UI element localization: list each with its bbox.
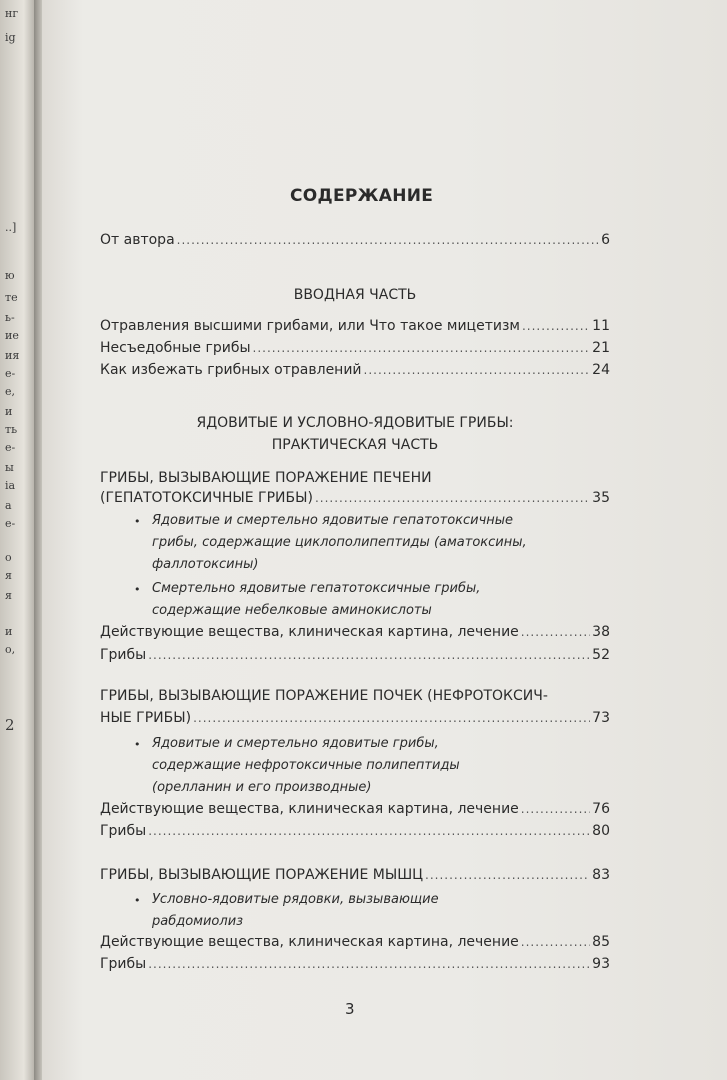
toc-entry-page: 85 bbox=[592, 934, 610, 950]
leader-dots bbox=[193, 711, 590, 725]
left-page-fragment: а bbox=[5, 499, 12, 512]
toc-entry-label: Действующие вещества, клиническая картина, лечение bbox=[100, 801, 519, 817]
left-page-fragment: те bbox=[5, 291, 18, 304]
leader-dots bbox=[425, 868, 590, 882]
toc-entry-label: От автора bbox=[100, 232, 175, 248]
chapter-heading-kidney-line2[interactable] bbox=[100, 710, 610, 732]
leader-dots bbox=[148, 824, 590, 838]
left-page-fragment: ь- bbox=[5, 311, 15, 324]
bullet-icon: • bbox=[134, 583, 141, 596]
toc-entry[interactable] bbox=[100, 823, 610, 845]
left-page-fragment: нг bbox=[5, 7, 19, 20]
left-page-fragment: о, bbox=[5, 643, 16, 656]
leader-dots bbox=[253, 341, 591, 355]
left-page-fragment: ia bbox=[5, 479, 16, 492]
toc-entry[interactable] bbox=[100, 318, 610, 340]
toc-entry[interactable] bbox=[100, 956, 610, 978]
bullet-text: Ядовитые и смертельно ядовитые гепатотоксичные bbox=[152, 513, 514, 528]
toc-entry-page: 93 bbox=[592, 956, 610, 972]
chapter-heading-muscle[interactable] bbox=[100, 867, 610, 889]
toc-entry-author[interactable] bbox=[100, 232, 610, 254]
toc-entry[interactable] bbox=[100, 934, 610, 956]
bullet-icon: • bbox=[134, 738, 141, 751]
toc-entry[interactable] bbox=[100, 647, 610, 669]
section-heading-practical-line1: ЯДОВИТЫЕ И УСЛОВНО-ЯДОВИТЫЕ ГРИБЫ: bbox=[196, 415, 514, 431]
toc-entry-label: НЫЕ ГРИБЫ) bbox=[100, 710, 192, 726]
left-page-fragment: ия bbox=[5, 349, 20, 362]
bullet-icon: • bbox=[134, 894, 141, 907]
toc-entry-label: Действующие вещества, клиническая картина, лечение bbox=[100, 624, 519, 640]
toc-entry-page: 52 bbox=[592, 647, 610, 663]
toc-entry-label: ГРИБЫ, ВЫЗЫВАЮЩИЕ ПОРАЖЕНИЕ МЫШЦ bbox=[100, 867, 424, 883]
book-gutter bbox=[34, 0, 42, 1080]
leader-dots bbox=[148, 648, 590, 662]
left-page-fragment: ть bbox=[5, 423, 18, 436]
left-facing-page bbox=[0, 0, 34, 1080]
left-page-fragment: ие bbox=[5, 329, 19, 342]
contents-page bbox=[42, 0, 727, 1080]
toc-entry[interactable] bbox=[100, 340, 610, 362]
leader-dots bbox=[148, 957, 590, 971]
toc-entry-label: Грибы bbox=[100, 956, 147, 972]
toc-entry-page: 83 bbox=[592, 867, 610, 883]
toc-entry-page: 73 bbox=[592, 710, 610, 726]
chapter-heading-kidney[interactable]: ГРИБЫ, ВЫЗЫВАЮЩИЕ ПОРАЖЕНИЕ ПОЧЕК (НЕФРОТОКСИЧ- bbox=[100, 688, 548, 704]
toc-entry-label: (ГЕПАТОТОКСИЧНЫЕ ГРИБЫ) bbox=[100, 490, 313, 506]
left-page-fragment: ..] bbox=[5, 221, 17, 234]
toc-entry-label: Действующие вещества, клиническая картина, лечение bbox=[100, 934, 519, 950]
left-page-fragment: ы bbox=[5, 461, 14, 474]
chapter-heading-liver-line2[interactable] bbox=[100, 490, 610, 512]
bullet-text: грибы, содержащие циклополипептиды (аматоксины, bbox=[152, 535, 527, 550]
toc-entry-page: 11 bbox=[592, 318, 610, 334]
toc-entry-page: 24 bbox=[592, 362, 610, 378]
toc-entry-label: Отравления высшими грибами, или Что такое мицетизм bbox=[100, 318, 520, 334]
left-page-fragment: ю bbox=[5, 269, 15, 282]
chapter-heading-liver[interactable]: ГРИБЫ, ВЫЗЫВАЮЩИЕ ПОРАЖЕНИЕ ПЕЧЕНИ bbox=[100, 470, 432, 486]
left-page-fragment: и bbox=[5, 405, 13, 418]
toc-entry-page: 76 bbox=[592, 801, 610, 817]
bullet-text: фаллотоксины) bbox=[152, 557, 259, 572]
bullet-text: (орелланин и его производные) bbox=[152, 780, 372, 795]
leader-dots bbox=[315, 491, 590, 505]
page-title: СОДЕРЖАНИЕ bbox=[290, 186, 434, 206]
leader-dots bbox=[521, 935, 590, 949]
bullet-text: рабдомиолиз bbox=[152, 914, 244, 929]
toc-entry-label: Грибы bbox=[100, 823, 147, 839]
toc-entry-page: 6 bbox=[601, 232, 610, 248]
toc-entry[interactable] bbox=[100, 801, 610, 823]
bullet-text: Смертельно ядовитые гепатотоксичные грибы, bbox=[152, 581, 481, 596]
leader-dots bbox=[177, 233, 599, 247]
left-page-fragment: я bbox=[5, 589, 12, 602]
section-heading-intro: ВВОДНАЯ ЧАСТЬ bbox=[293, 287, 417, 303]
left-page-fragment: 2 bbox=[5, 716, 15, 734]
toc-entry-label: Как избежать грибных отравлений bbox=[100, 362, 362, 378]
bullet-icon: • bbox=[134, 515, 141, 528]
toc-entry[interactable] bbox=[100, 362, 610, 384]
leader-dots bbox=[521, 625, 590, 639]
toc-entry-label: Несъедобные грибы bbox=[100, 340, 251, 356]
bullet-text: содержащие нефротоксичные полипептиды bbox=[152, 758, 460, 773]
left-page-fragment: ig bbox=[5, 31, 16, 44]
left-page-fragment: я bbox=[5, 569, 12, 582]
toc-entry-page: 38 bbox=[592, 624, 610, 640]
section-heading-practical-line2: ПРАКТИЧЕСКАЯ ЧАСТЬ bbox=[271, 437, 439, 453]
toc-entry-page: 80 bbox=[592, 823, 610, 839]
left-page-fragment: е, bbox=[5, 385, 16, 398]
bullet-text: Ядовитые и смертельно ядовитые грибы, bbox=[152, 736, 439, 751]
left-page-fragment: е- bbox=[5, 517, 16, 530]
left-page-fragment: е- bbox=[5, 441, 16, 454]
bullet-text: Условно-ядовитые рядовки, вызывающие bbox=[152, 892, 439, 907]
bullet-text: содержащие небелковые аминокислоты bbox=[152, 603, 432, 618]
leader-dots bbox=[522, 319, 590, 333]
leader-dots bbox=[364, 363, 591, 377]
toc-entry[interactable] bbox=[100, 624, 610, 646]
page-number: 3 bbox=[345, 1000, 355, 1018]
leader-dots bbox=[521, 802, 590, 816]
left-page-fragment: и bbox=[5, 625, 13, 638]
left-page-fragment: e- bbox=[5, 367, 16, 380]
left-page-fragment: о bbox=[5, 551, 12, 564]
toc-entry-page: 35 bbox=[592, 490, 610, 506]
toc-entry-label: Грибы bbox=[100, 647, 147, 663]
toc-entry-page: 21 bbox=[592, 340, 610, 356]
